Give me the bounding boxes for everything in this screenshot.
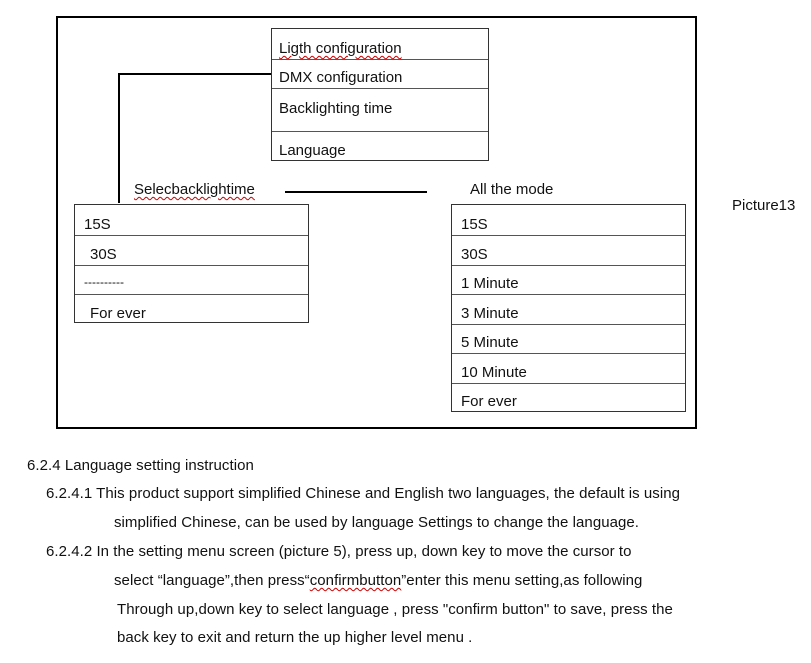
paragraph-line: 6.2.4.1 This product support simplified Chinese and English two languages, the default is using bbox=[46, 485, 681, 502]
list-item bbox=[75, 205, 308, 235]
list-item bbox=[75, 235, 308, 265]
menu-item-label: DMX configuration bbox=[279, 69, 403, 86]
list-item-label: 3 Minute bbox=[461, 305, 519, 322]
menu-item-label: Backlighting time bbox=[279, 100, 393, 117]
list-item bbox=[452, 294, 685, 324]
figure-caption: Picture13 bbox=[732, 197, 796, 214]
paragraph-segment: ”enter this menu setting,as following bbox=[401, 572, 643, 589]
connector-vertical-left bbox=[118, 73, 120, 203]
list-item bbox=[452, 324, 685, 353]
menu-item-language bbox=[272, 131, 488, 161]
paragraph-line: simplified Chinese, can be used by language Settings to change the language. bbox=[114, 514, 639, 531]
list-item bbox=[452, 383, 685, 412]
list-item bbox=[452, 265, 685, 294]
paragraph-line bbox=[114, 572, 642, 589]
left-submenu bbox=[74, 204, 309, 323]
paragraph-segment: select “language”,then press“ bbox=[114, 572, 310, 589]
right-submenu bbox=[451, 204, 686, 412]
list-item-label: 15S bbox=[461, 216, 488, 233]
list-item bbox=[75, 294, 308, 323]
list-item bbox=[452, 235, 685, 265]
list-item-label: 15S bbox=[84, 216, 111, 233]
connector-horizontal-middle bbox=[285, 191, 427, 193]
paragraph-line: 6.2.4.2 In the setting menu screen (picture 5), press up, down key to move the cursor to bbox=[46, 543, 632, 560]
list-item bbox=[75, 265, 308, 294]
list-item bbox=[452, 353, 685, 383]
menu-item-label: Language bbox=[279, 142, 346, 159]
menu-item-backlighting-time bbox=[272, 88, 488, 131]
list-item-label: For ever bbox=[461, 393, 517, 410]
paragraph-line: Through up,down key to select language , press "confirm button" to save, press the bbox=[117, 601, 673, 618]
menu-item-light-configuration bbox=[272, 29, 488, 59]
menu-item-dmx-configuration bbox=[272, 59, 488, 88]
connector-horizontal-top bbox=[118, 73, 271, 75]
list-item-label: 30S bbox=[90, 246, 117, 263]
list-item-label: 1 Minute bbox=[461, 275, 519, 292]
left-submenu-title: Selecbacklightime bbox=[134, 181, 255, 198]
right-submenu-title: All the mode bbox=[470, 181, 554, 198]
main-menu bbox=[271, 28, 489, 161]
list-item-label: 5 Minute bbox=[461, 334, 519, 351]
confirm-button-term: confirmbutton bbox=[309, 572, 402, 589]
list-item-label: For ever bbox=[90, 305, 146, 322]
section-heading: 6.2.4 Language setting instruction bbox=[27, 457, 254, 474]
list-item bbox=[452, 205, 685, 235]
list-item-label: 30S bbox=[461, 246, 488, 263]
list-item-label: 10 Minute bbox=[461, 364, 527, 381]
list-item-label: ---------- bbox=[84, 275, 124, 289]
paragraph-line: back key to exit and return the up higher level menu . bbox=[117, 629, 473, 646]
menu-item-label: Ligth configuration bbox=[279, 40, 402, 57]
